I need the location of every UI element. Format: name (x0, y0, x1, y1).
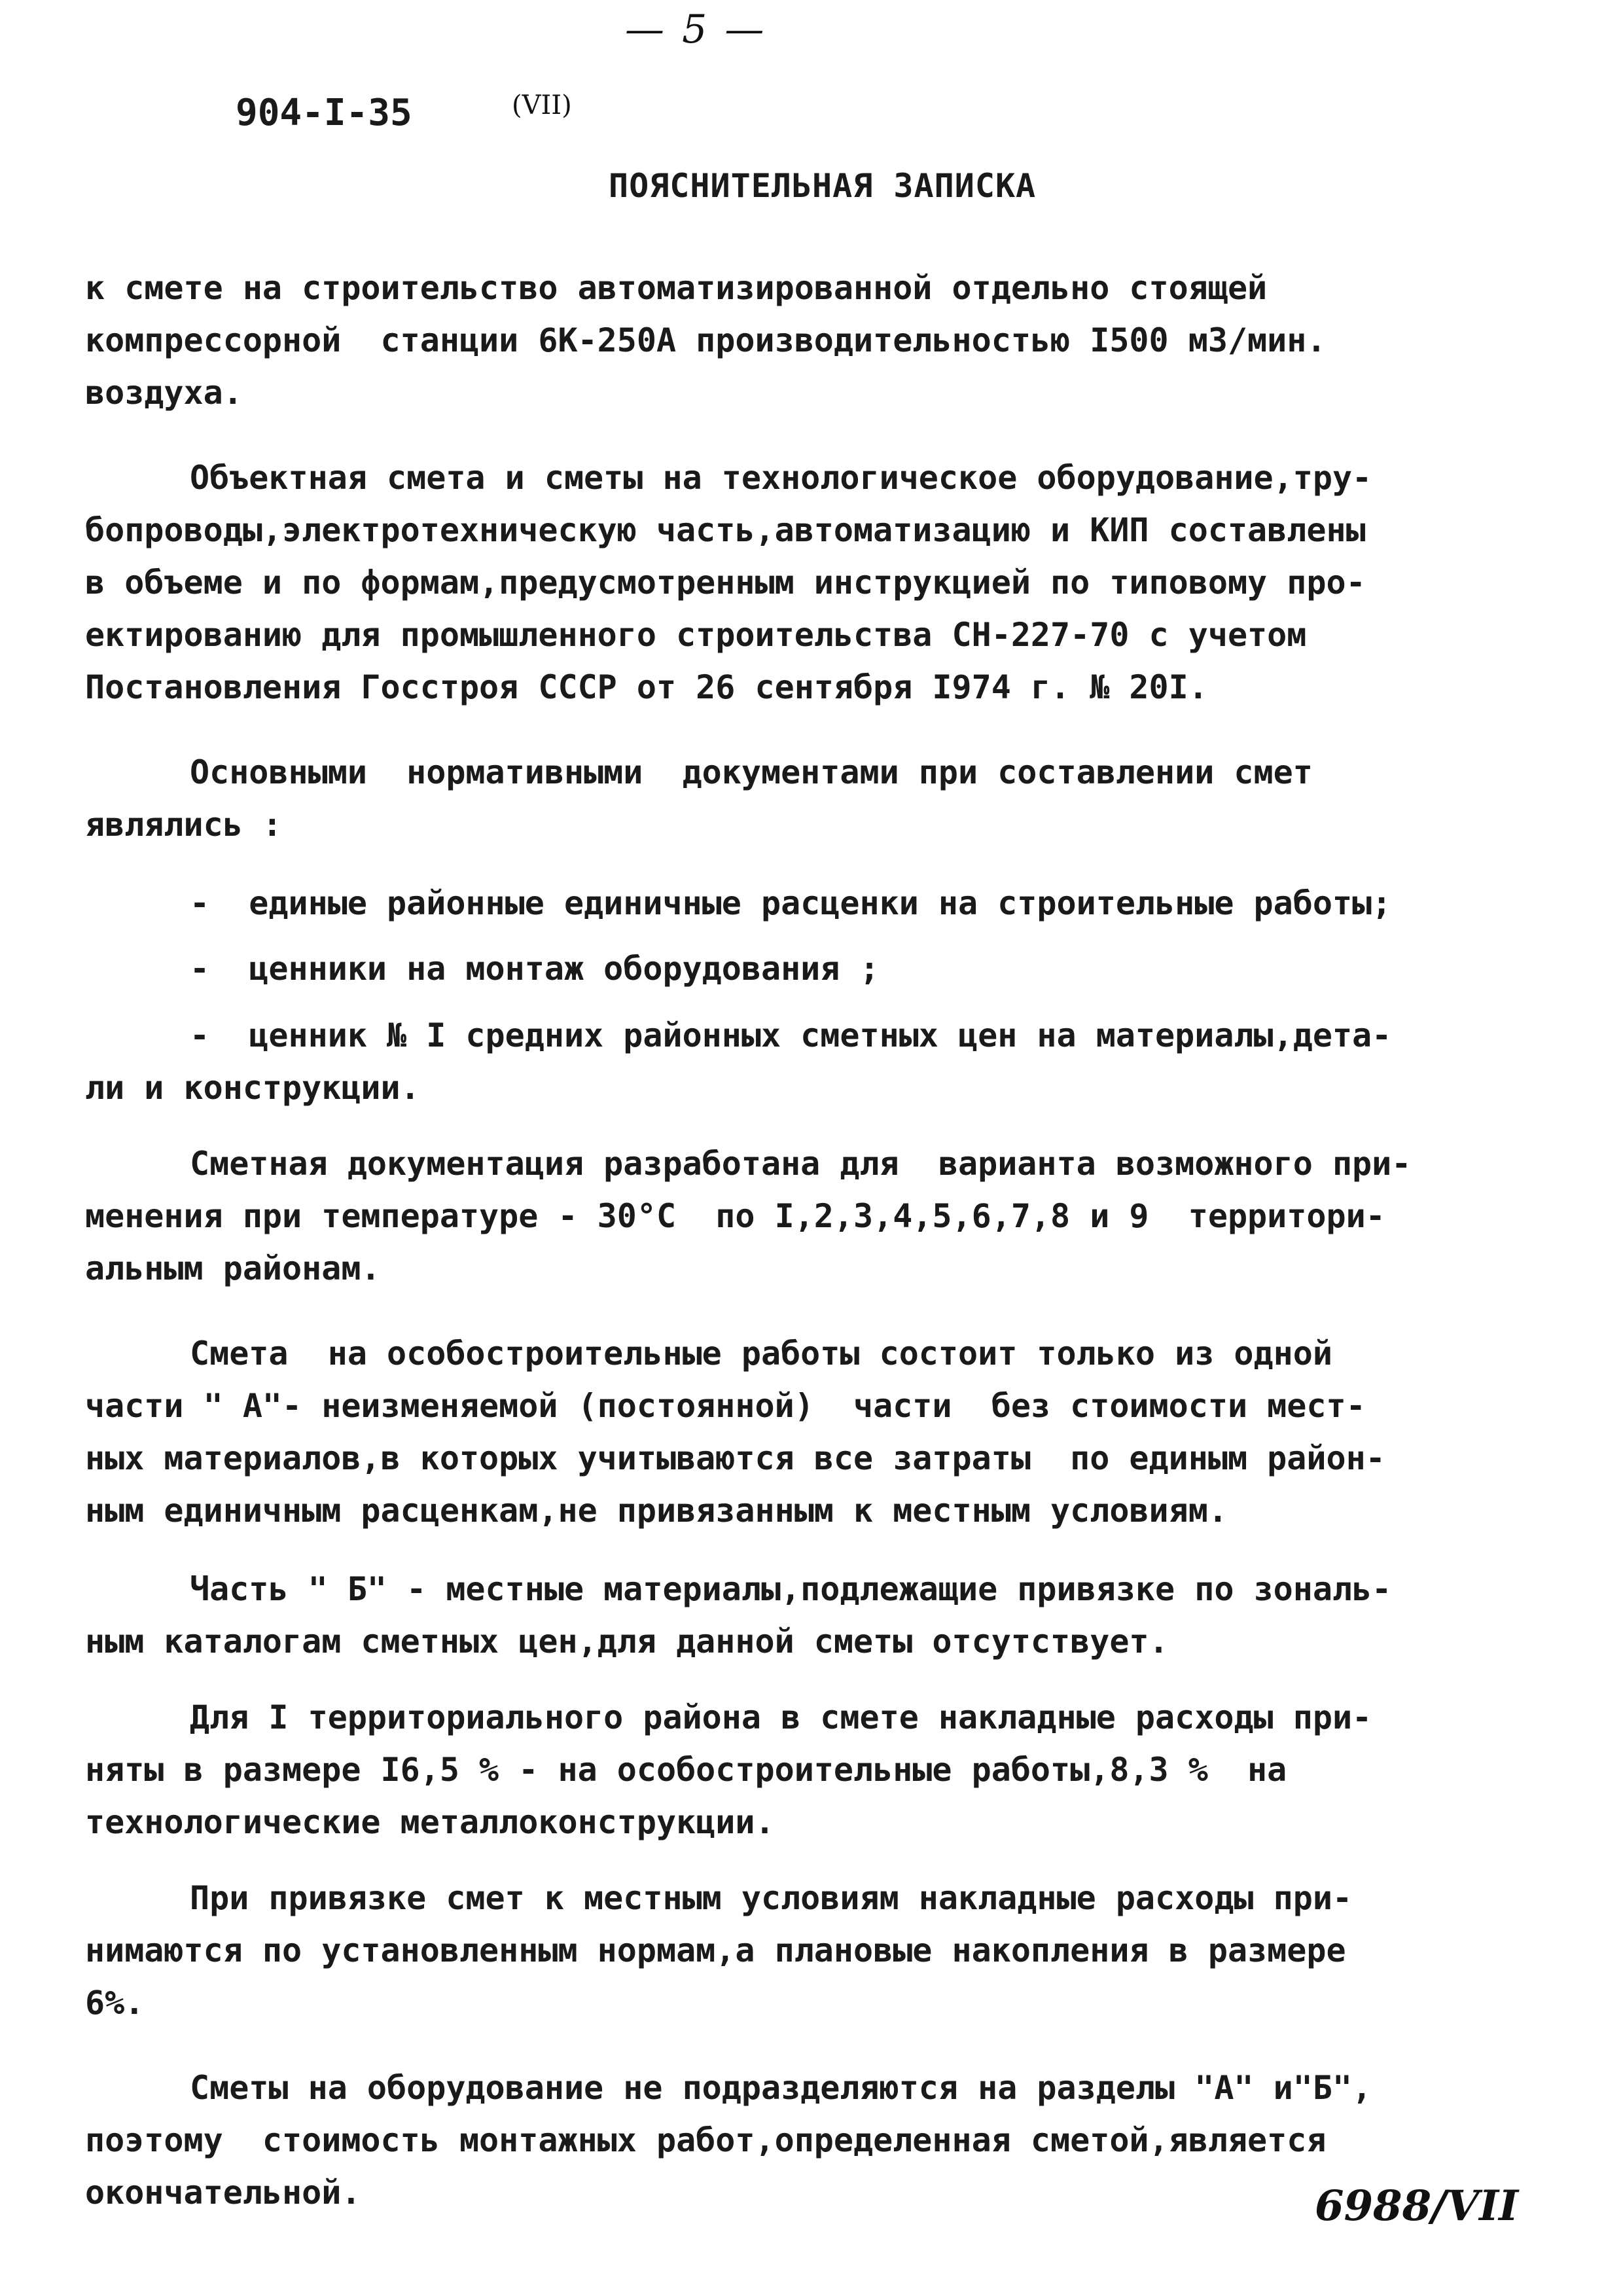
text-line: Сметы на оборудование не подразделяются на разделы "А" и"Б", (190, 2069, 1372, 2107)
text-line: к смете на строительство автоматизированной отдельно стоящей (85, 269, 1268, 307)
text-line: воздуха. (85, 374, 243, 412)
text-line: Основными нормативными документами при составлении смет (190, 753, 1313, 791)
text-line: Постановления Госстроя СССР от 26 сентября I974 г. № 20I. (85, 668, 1208, 706)
paragraph (85, 1563, 1551, 1668)
text-line: менения при температуре - 30°С по I,2,3,4,5,6,7,8 и 9 территори- (85, 1197, 1385, 1235)
text-line: При привязке смет к местным условиям накладные расходы при- (190, 1879, 1353, 1917)
inventory-number: 6988/VII (1314, 2181, 1518, 2231)
document-body (85, 236, 1551, 2219)
text-line: нимаются по установленным нормам,а плановые накопления в размере (85, 1931, 1346, 1969)
document-title: ПОЯСНИТЕЛЬНАЯ ЗАПИСКА (609, 167, 1037, 205)
text-line: Смета на особостроительные работы состоит только из одной (190, 1335, 1332, 1372)
text-line: ным каталогам сметных цен,для данной сметы отсутствует. (85, 1623, 1169, 1660)
volume-mark: (VII) (512, 90, 572, 120)
text-line: бопроводы,электротехническую часть,автоматизацию и КИП составлены (85, 511, 1366, 549)
paragraph (85, 262, 1551, 419)
text-line: - ценник № I средних районных сметных цен на материалы,дета- (190, 1016, 1392, 1054)
text-line: - единые районные единичные расценки на строительные работы; (190, 884, 1392, 922)
text-line: няты в размере I6,5 % - на особостроительные работы,8,3 % на (85, 1751, 1287, 1789)
text-line: Объектная смета и сметы на технологическое оборудование,тру- (190, 459, 1372, 497)
paragraph (85, 942, 1551, 995)
text-line: ным единичным расценкам,не привязанным к местным условиям. (85, 1492, 1228, 1530)
paragraph (85, 746, 1551, 851)
text-line: поэтому стоимость монтажных работ,определенная сметой,является (85, 2121, 1327, 2159)
document-number: 904-I-35 (236, 92, 412, 134)
text-line: технологические металлоконструкции. (85, 1803, 775, 1841)
text-line: альным районам. (85, 1249, 381, 1287)
text-line: части " А"- неизменяемой (постоянной) части без стоимости мест- (85, 1387, 1366, 1425)
text-line: 6%. (85, 1984, 145, 2022)
text-line: в объеме и по формам,предусмотренным инструкцией по типовому про- (85, 564, 1366, 601)
paragraph (85, 1009, 1551, 1114)
paragraph (85, 1138, 1551, 1295)
paragraph (85, 1872, 1551, 2029)
text-line: Часть " Б" - местные материалы,подлежащие привязке по зональ- (190, 1570, 1392, 1608)
text-line: окончательной. (85, 2174, 361, 2212)
text-line: Для I территориального района в смете накладные расходы при- (190, 1698, 1372, 1736)
paragraph (85, 452, 1551, 713)
text-line: ли и конструкции. (85, 1069, 420, 1107)
page-number: — 5 — (625, 7, 767, 52)
paragraph (85, 877, 1551, 929)
text-line: ных материалов,в которых учитываются все затраты по единым район- (85, 1439, 1385, 1477)
paragraph (85, 1327, 1551, 1537)
text-line: ектированию для промышленного строительства СН-227-70 с учетом (85, 616, 1307, 654)
text-line: являлись : (85, 806, 283, 844)
text-line: компрессорной станции 6К-250А производительностью I500 м3/мин. (85, 321, 1327, 359)
text-line: Сметная документация разработана для варианта возможного при- (190, 1145, 1412, 1183)
paragraph (85, 1691, 1551, 1848)
text-line: - ценники на монтаж оборудования ; (190, 950, 880, 988)
